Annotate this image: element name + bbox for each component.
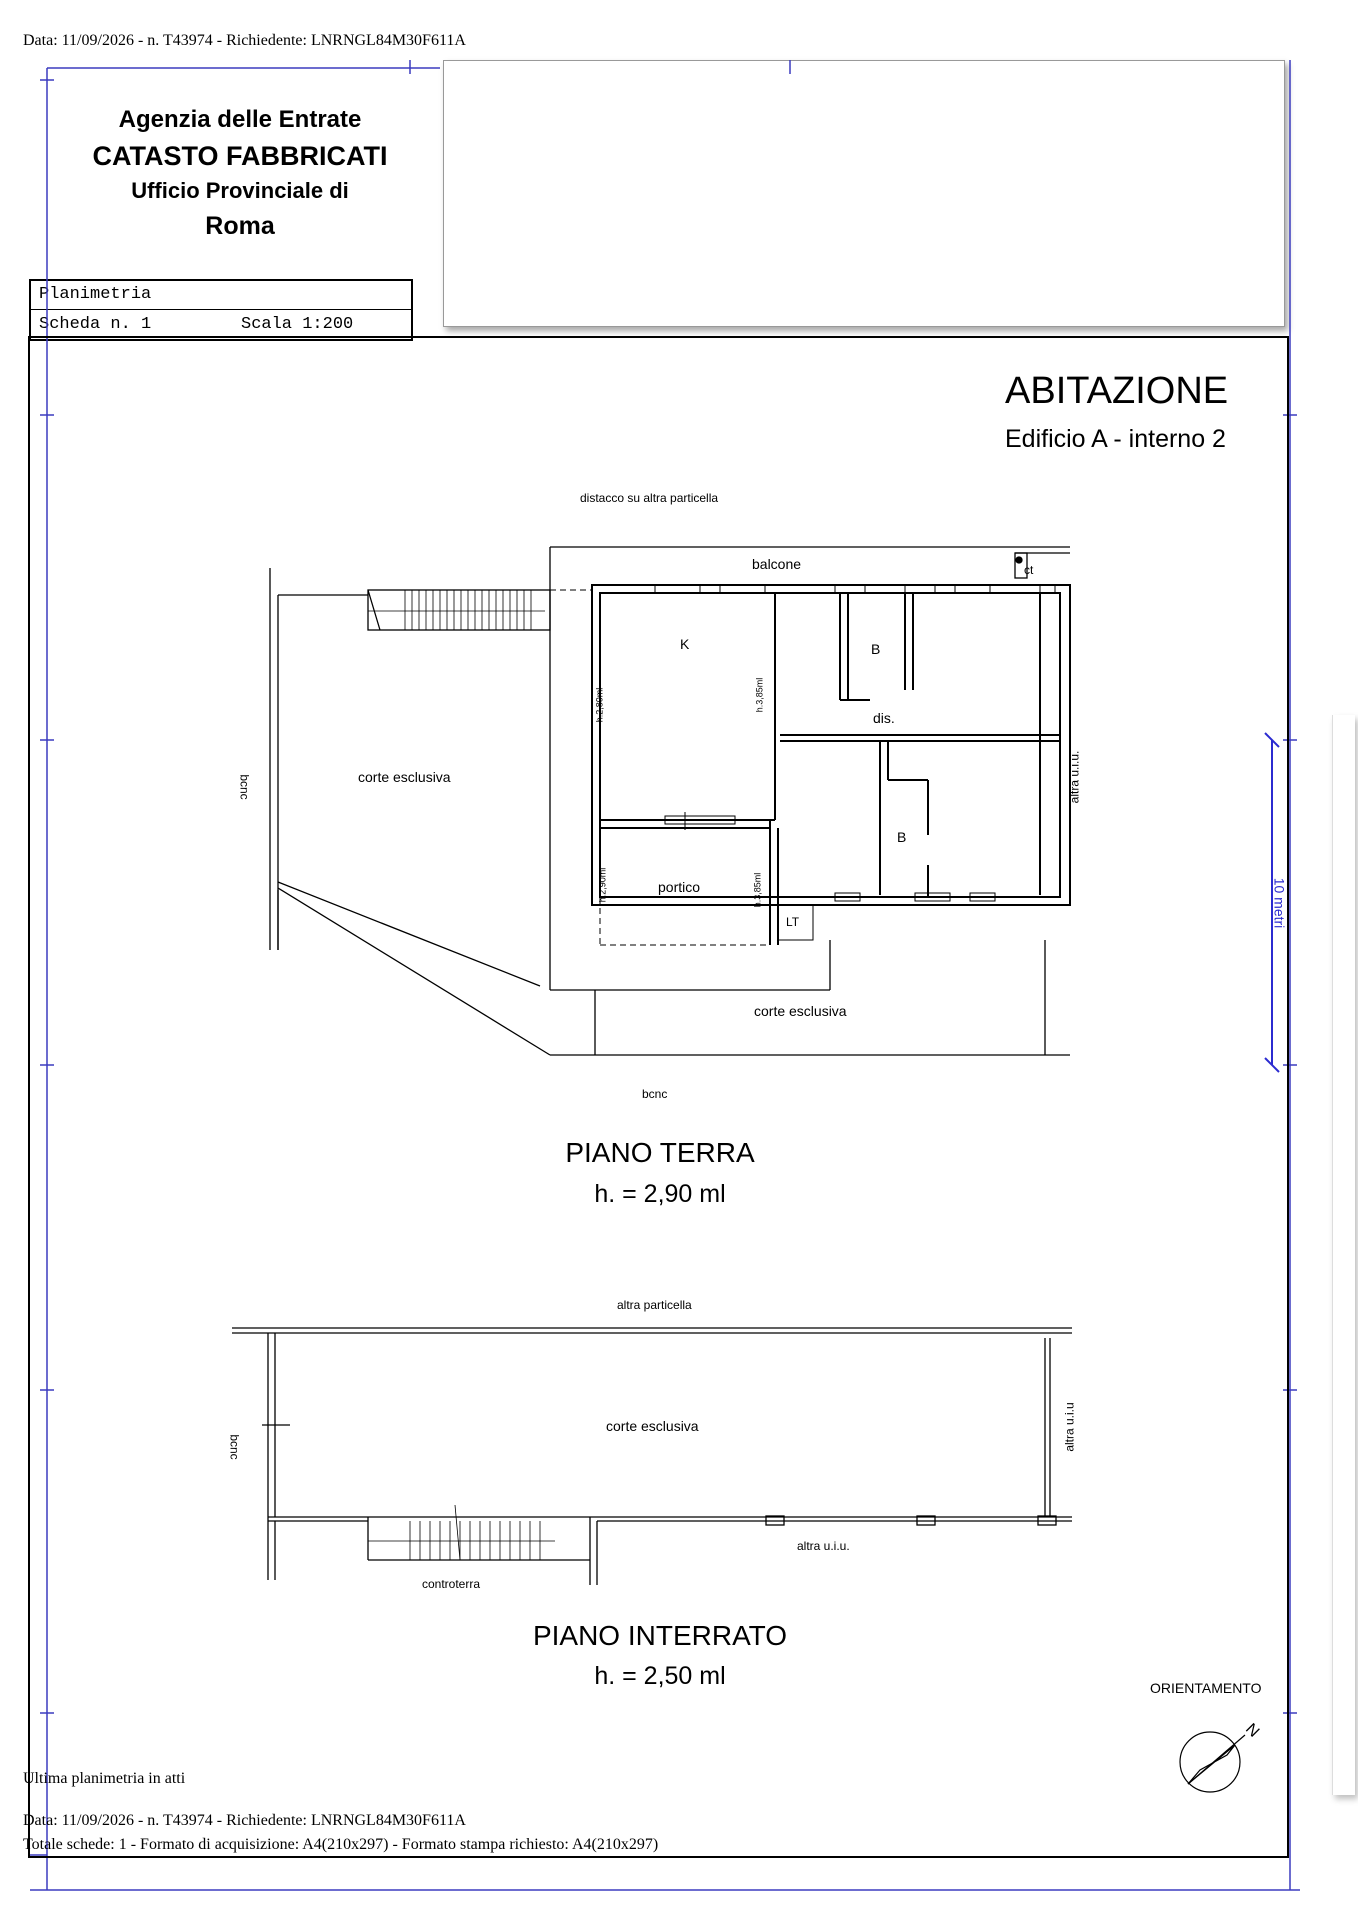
label-h280: h.2,80ml [594, 687, 605, 723]
label-h385a: h.3,85ml [754, 677, 765, 713]
basement-floor-height: h. = 2,50 ml [594, 1662, 726, 1690]
label-bcnc-left: bcnc [237, 774, 252, 800]
room-k: K [680, 636, 690, 652]
label-altra-uiu: altra u.i.u. [1067, 750, 1082, 804]
label-corte-left: corte esclusiva [358, 769, 451, 785]
plan-title: Planimetria [39, 285, 152, 304]
label-controterra: controterra [422, 1577, 481, 1591]
plan-scale: Scala 1:200 [241, 315, 354, 334]
footer-totals: Totale schede: 1 - Formato di acquisizione: A4(210x297) - Formato stampa richiesto: A4(210x297) [23, 1836, 659, 1853]
compass-icon [1180, 1732, 1245, 1792]
label-bcnc-bottom: bcnc [642, 1087, 668, 1101]
drawing-subtitle: Edificio A - interno 2 [1005, 425, 1226, 453]
header-request-line: Data: 11/09/2026 - n. T43974 - Richiedente: LNRNGL84M30F611A [23, 32, 466, 49]
label-ct: ct [1024, 563, 1034, 577]
label-altra-uiu-bottom: altra u.i.u. [797, 1539, 850, 1553]
label-h290: h.2,90ml [597, 867, 608, 903]
drawing-title: ABITAZIONE [1005, 370, 1229, 412]
basement-plan [232, 1328, 1072, 1585]
room-b2: B [897, 829, 907, 845]
label-balcone: balcone [752, 556, 802, 572]
scale-bar-label: 10 metri [1271, 877, 1288, 929]
room-b1: B [871, 641, 881, 657]
label-altra-particella: altra particella [617, 1298, 692, 1312]
page-frame [30, 60, 1300, 1890]
footer-data-line: Data: 11/09/2026 - n. T43974 - Richiedente: LNRNGL84M30F611A [23, 1812, 466, 1829]
room-dis: dis. [873, 710, 895, 726]
label-corte-bottom: corte esclusiva [754, 1003, 847, 1019]
orientation-label: ORIENTAMENTO [1150, 1680, 1262, 1696]
footer-last-plan: Ultima planimetria in atti [23, 1770, 186, 1787]
room-portico: portico [658, 879, 701, 895]
office-city: Roma [205, 212, 275, 240]
basement-floor-title: PIANO INTERRATO [532, 1620, 788, 1651]
label-lt: LT [786, 915, 800, 929]
label-bcnc-basement: bcnc [227, 1434, 242, 1460]
registry-name: CATASTO FABBRICATI [92, 141, 388, 171]
ground-floor-height: h. = 2,90 ml [594, 1180, 726, 1208]
label-altra-uiu-right: altra u.i.u [1062, 1402, 1077, 1452]
ground-floor-plan [270, 547, 1070, 1055]
office-label: Ufficio Provinciale di [131, 178, 349, 203]
north-label: N [1242, 1720, 1263, 1741]
plan-scheda: Scheda n. 1 [39, 315, 152, 334]
label-corte-basement: corte esclusiva [606, 1418, 699, 1434]
label-distacco: distacco su altra particella [580, 491, 719, 505]
label-h385b: h.3,85ml [752, 872, 763, 908]
agency-name: Agenzia delle Entrate [118, 106, 362, 133]
ground-floor-title: PIANO TERRA [565, 1137, 755, 1168]
